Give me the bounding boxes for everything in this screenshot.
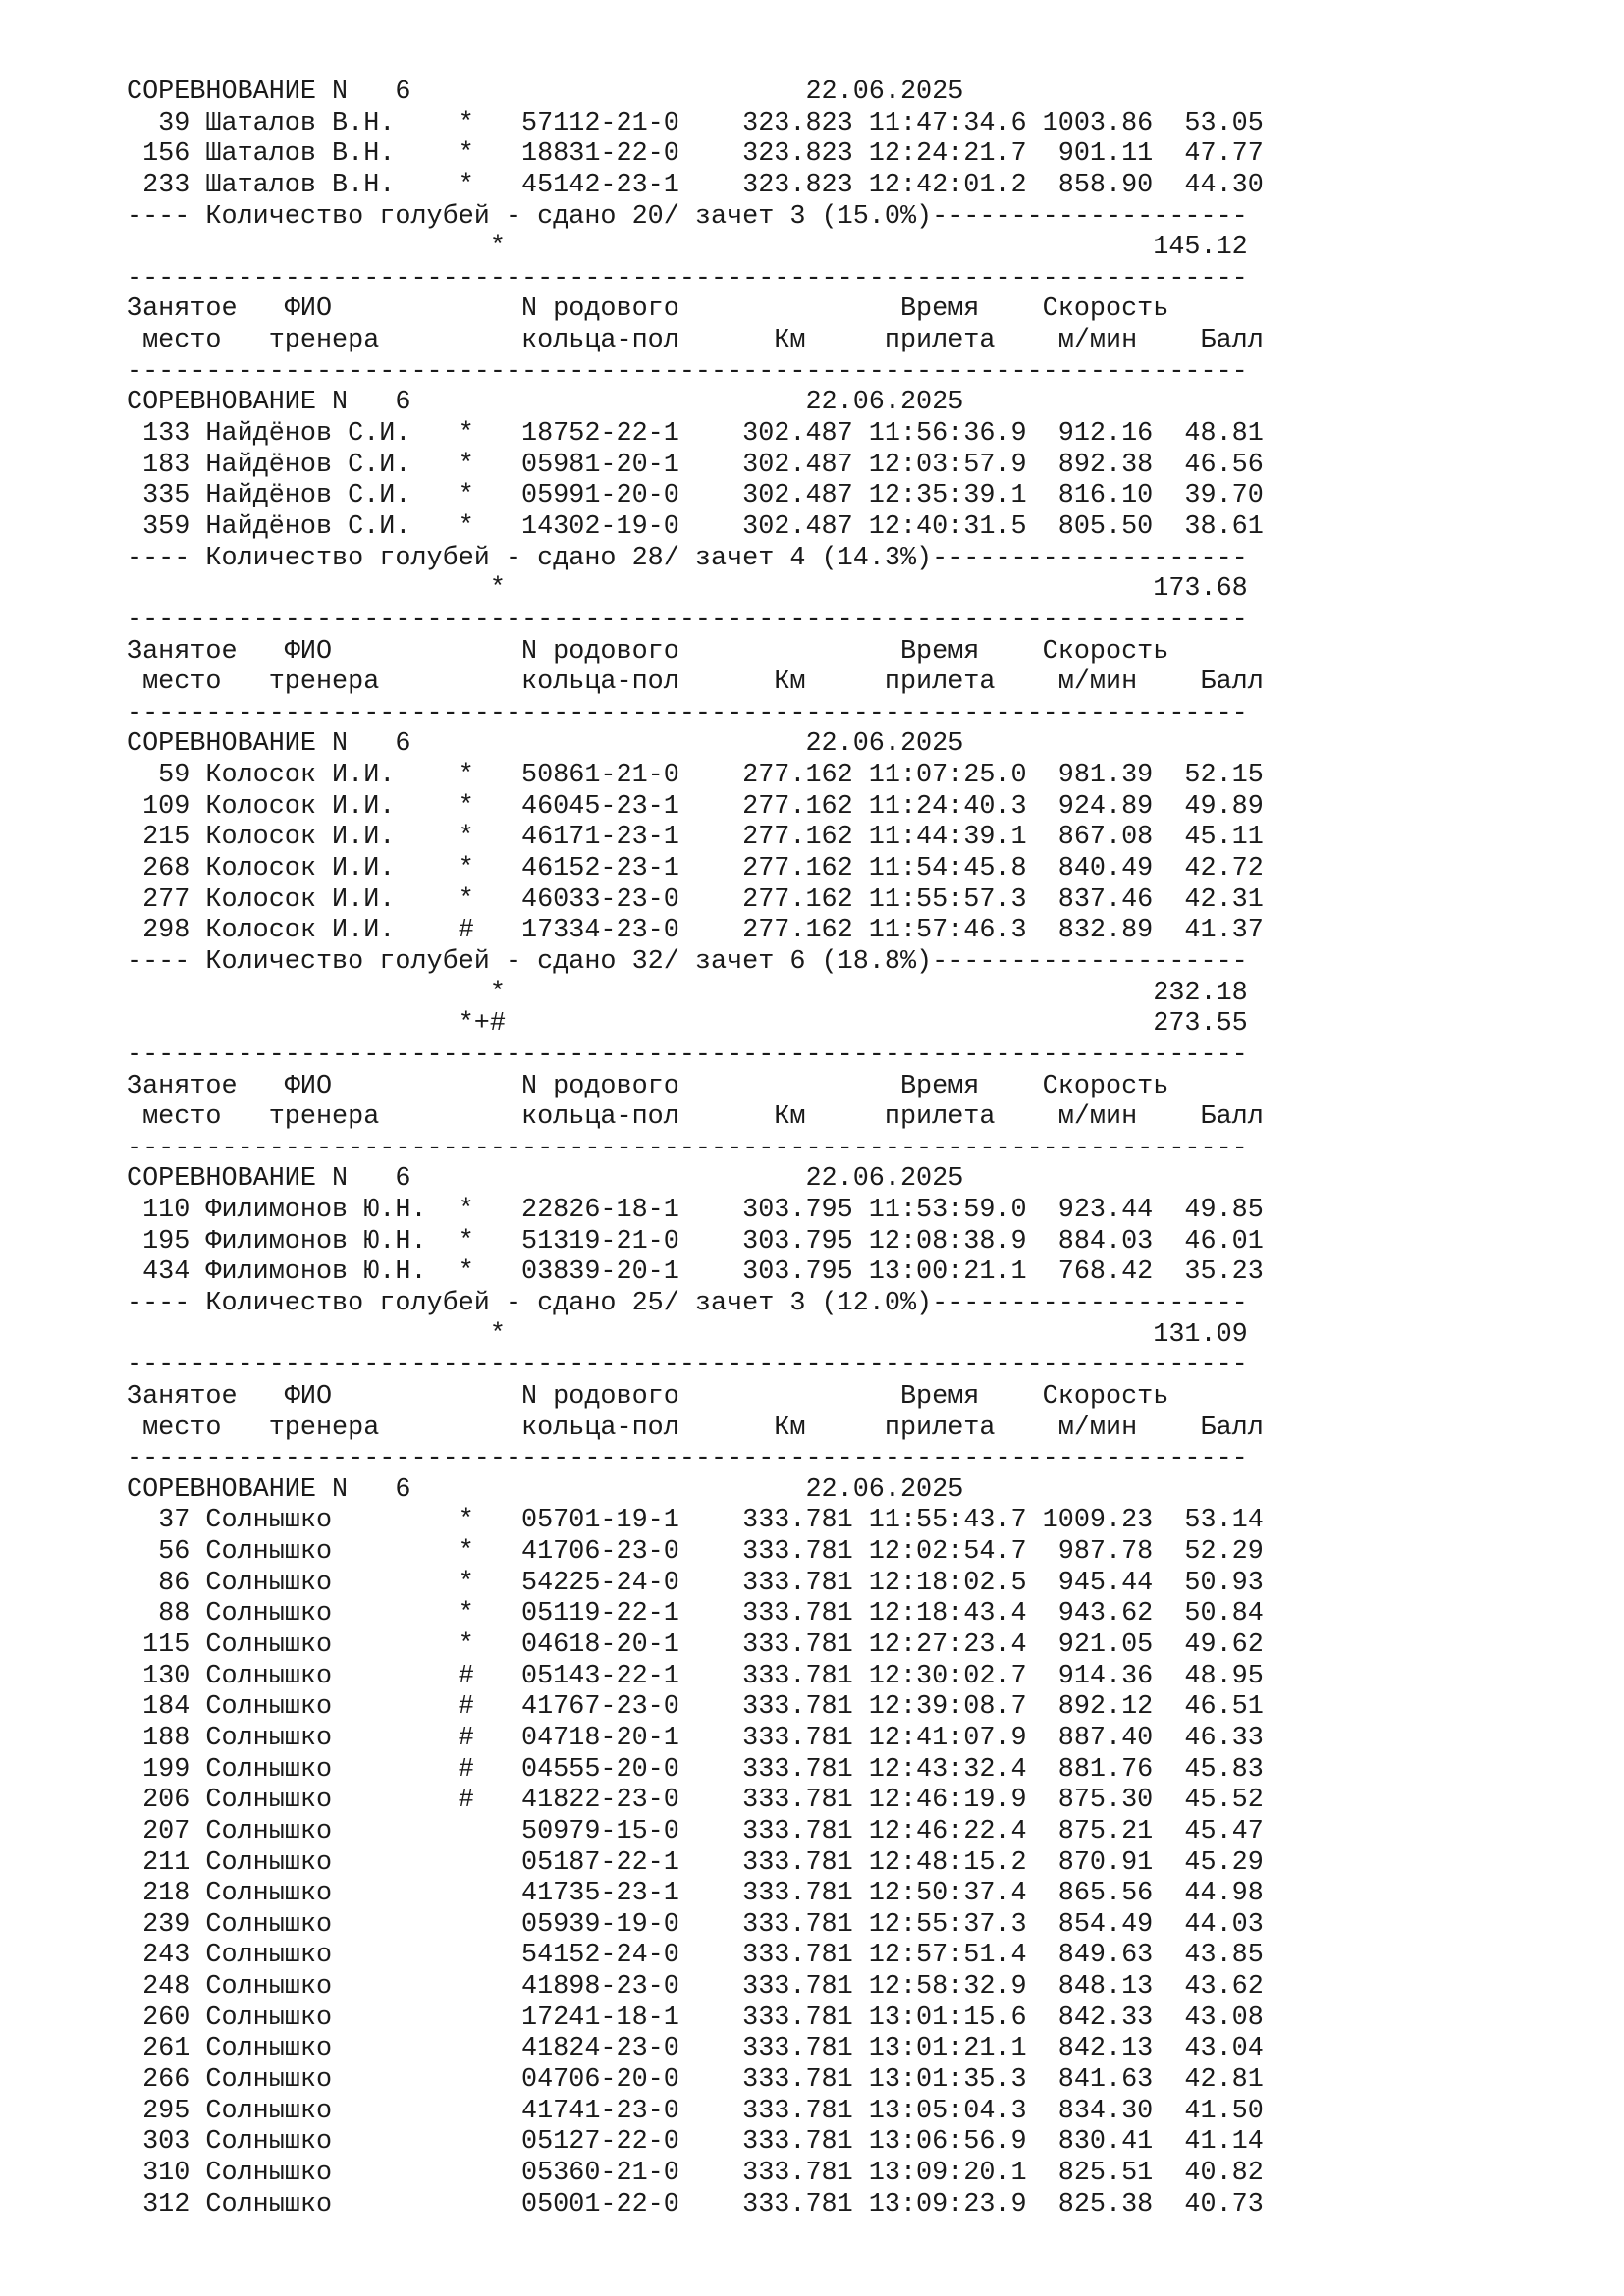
competition-title: СОРЕВНОВАНИЕ N 6 22.06.2025 [127,78,964,107]
separator-line: ----------------------------------------------------------------------- [127,605,1248,635]
result-row: 268 Колосок И.И. * 46152-23-1 277.162 11:54:45.8 840.49 42.72 [127,854,1264,884]
result-row: 59 Колосок И.И. * 50861-21-0 277.162 11:07:25.0 981.39 52.15 [127,761,1264,791]
result-row: 298 Колосок И.И. # 17334-23-0 277.162 11:57:46.3 832.89 41.37 [127,916,1264,946]
result-row: 39 Шаталов В.Н. * 57112-21-0 323.823 11:47:34.6 1003.86 53.05 [127,108,1264,138]
result-row: 133 Найдёнов С.И. * 18752-22-1 302.487 11:56:36.9 912.16 48.81 [127,419,1264,450]
results-printout [127,78,1264,2220]
result-row: 239 Солнышко 05939-19-0 333.781 12:55:37.3 854.49 44.03 [127,1909,1264,1940]
column-header-row-2: место тренера кольца-пол Км прилета м/мин Балл [127,1413,1264,1443]
separator-line: ----------------------------------------------------------------------- [127,698,1248,728]
competition-title: СОРЕВНОВАНИЕ N 6 22.06.2025 [127,729,964,760]
result-row: 37 Солнышко * 05701-19-1 333.781 11:55:43.7 1009.23 53.14 [127,1506,1264,1536]
result-row: 110 Филимонов Ю.Н. * 22826-18-1 303.795 11:53:59.0 923.44 49.85 [127,1196,1264,1226]
result-row: 303 Солнышко 05127-22-0 333.781 13:06:56.9 830.41 41.14 [127,2127,1264,2158]
points-total: * 131.09 [127,1319,1248,1350]
count-summary: ---- Количество голубей - сдано 25/ зачет 3 (12.0%)-------------------- [127,1288,1248,1318]
result-row: 261 Солнышко 41824-23-0 333.781 13:01:21.1 842.13 43.04 [127,2034,1264,2064]
result-row: 295 Солнышко 41741-23-0 333.781 13:05:04.3 834.30 41.50 [127,2096,1264,2126]
separator-line: ----------------------------------------------------------------------- [127,263,1248,294]
result-row: 248 Солнышко 41898-23-0 333.781 12:58:32.9 848.13 43.62 [127,1972,1264,2002]
result-row: 277 Колосок И.И. * 46033-23-0 277.162 11:55:57.3 837.46 42.31 [127,884,1264,915]
result-row: 335 Найдёнов С.И. * 05991-20-0 302.487 12:35:39.1 816.10 39.70 [127,481,1264,511]
competition-title: СОРЕВНОВАНИЕ N 6 22.06.2025 [127,1474,964,1505]
result-row: 115 Солнышко * 04618-20-1 333.781 12:27:23.4 921.05 49.62 [127,1630,1264,1661]
count-summary: ---- Количество голубей - сдано 32/ зачет 6 (18.8%)-------------------- [127,946,1248,977]
result-row: 207 Солнышко 50979-15-0 333.781 12:46:22.4 875.21 45.47 [127,1816,1264,1846]
points-total: *+# 273.55 [127,1009,1248,1040]
separator-line: ----------------------------------------------------------------------- [127,1040,1248,1070]
separator-line: ----------------------------------------------------------------------- [127,1444,1248,1474]
result-row: 195 Филимонов Ю.Н. * 51319-21-0 303.795 12:08:38.9 884.03 46.01 [127,1226,1264,1256]
result-row: 206 Солнышко # 41822-23-0 333.781 12:46:19.9 875.30 45.52 [127,1786,1264,1816]
column-header-row-1: Занятое ФИО N родового Время Скорость [127,636,1169,667]
column-header-row-2: место тренера кольца-пол Км прилета м/мин Балл [127,1102,1264,1133]
column-header-row-2: место тренера кольца-пол Км прилета м/мин Балл [127,326,1264,356]
result-row: 359 Найдёнов С.И. * 14302-19-0 302.487 12:40:31.5 805.50 38.61 [127,511,1264,542]
result-row: 260 Солнышко 17241-18-1 333.781 13:01:15.6 842.33 43.08 [127,2002,1264,2033]
result-row: 183 Найдёнов С.И. * 05981-20-1 302.487 12:03:57.9 892.38 46.56 [127,450,1264,480]
result-row: 188 Солнышко # 04718-20-1 333.781 12:41:07.9 887.40 46.33 [127,1723,1264,1753]
result-row: 199 Солнышко # 04555-20-0 333.781 12:43:32.4 881.76 45.83 [127,1754,1264,1785]
result-row: 266 Солнышко 04706-20-0 333.781 13:01:35.3 841.63 42.81 [127,2065,1264,2095]
result-row: 88 Солнышко * 05119-22-1 333.781 12:18:43.4 943.62 50.84 [127,1599,1264,1629]
points-total: * 232.18 [127,978,1248,1008]
result-row: 56 Солнышко * 41706-23-0 333.781 12:02:54.7 987.78 52.29 [127,1537,1264,1568]
count-summary: ---- Количество голубей - сдано 28/ зачет 4 (14.3%)-------------------- [127,543,1248,573]
column-header-row-1: Занятое ФИО N родового Время Скорость [127,1381,1169,1412]
result-row: 86 Солнышко * 54225-24-0 333.781 12:18:02.5 945.44 50.93 [127,1568,1264,1598]
result-row: 434 Филимонов Ю.Н. * 03839-20-1 303.795 13:00:21.1 768.42 35.23 [127,1257,1264,1288]
result-row: 233 Шаталов В.Н. * 45142-23-1 323.823 12:42:01.2 858.90 44.30 [127,170,1264,200]
result-row: 215 Колосок И.И. * 46171-23-1 277.162 11:44:39.1 867.08 45.11 [127,823,1264,853]
result-row: 130 Солнышко # 05143-22-1 333.781 12:30:02.7 914.36 48.95 [127,1661,1264,1691]
competition-title: СОРЕВНОВАНИЕ N 6 22.06.2025 [127,1164,964,1195]
result-row: 109 Колосок И.И. * 46045-23-1 277.162 11:24:40.3 924.89 49.89 [127,791,1264,822]
result-row: 211 Солнышко 05187-22-1 333.781 12:48:15.2 870.91 45.29 [127,1847,1264,1878]
separator-line: ----------------------------------------------------------------------- [127,1351,1248,1381]
result-row: 156 Шаталов В.Н. * 18831-22-0 323.823 12:24:21.7 901.11 47.77 [127,139,1264,170]
count-summary: ---- Количество голубей - сдано 20/ зачет 3 (15.0%)-------------------- [127,201,1248,232]
column-header-row-1: Занятое ФИО N родового Время Скорость [127,294,1169,325]
separator-line: ----------------------------------------------------------------------- [127,356,1248,387]
result-row: 310 Солнышко 05360-21-0 333.781 13:09:20.1 825.51 40.82 [127,2158,1264,2188]
result-row: 312 Солнышко 05001-22-0 333.781 13:09:23.9 825.38 40.73 [127,2189,1264,2219]
column-header-row-1: Занятое ФИО N родового Время Скорость [127,1071,1169,1101]
result-row: 243 Солнышко 54152-24-0 333.781 12:57:51.4 849.63 43.85 [127,1941,1264,1971]
points-total: * 173.68 [127,574,1248,605]
result-row: 218 Солнышко 41735-23-1 333.781 12:50:37.4 865.56 44.98 [127,1879,1264,1909]
separator-line: ----------------------------------------------------------------------- [127,1133,1248,1163]
competition-title: СОРЕВНОВАНИЕ N 6 22.06.2025 [127,388,964,418]
points-total: * 145.12 [127,233,1248,263]
column-header-row-2: место тренера кольца-пол Км прилета м/мин Балл [127,667,1264,698]
result-row: 184 Солнышко # 41767-23-0 333.781 12:39:08.7 892.12 46.51 [127,1692,1264,1723]
